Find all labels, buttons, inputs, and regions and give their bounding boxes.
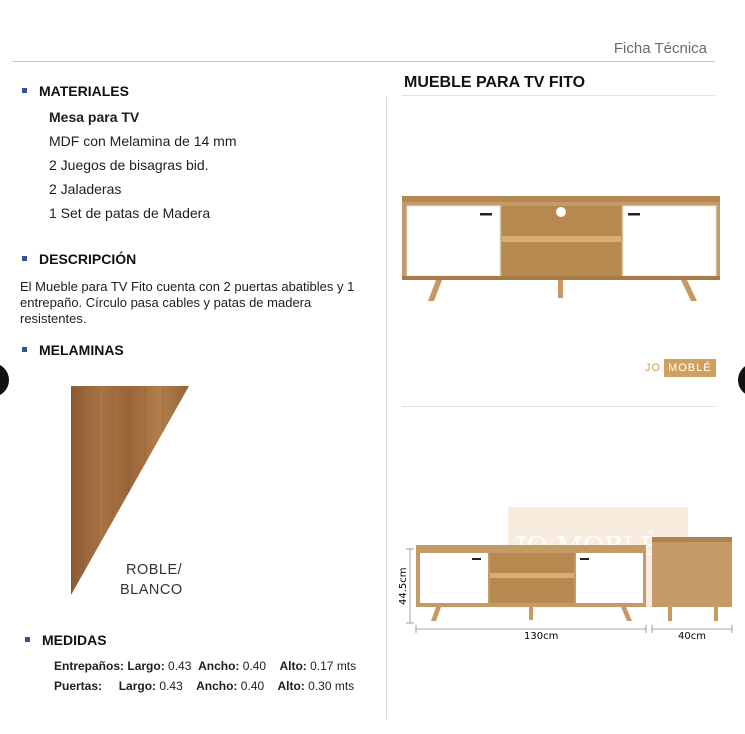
alto-key: Alto: [277, 679, 305, 693]
ancho-value: 0.40 [240, 679, 265, 693]
description-title: DESCRIPCIÓN [39, 251, 137, 267]
melamines-title: MELAMINAS [39, 342, 124, 358]
brand-jo: JO [645, 362, 662, 374]
swatch-label-line2: BLANCO [120, 582, 183, 598]
measures-row [54, 656, 356, 676]
measure-label: Entrepaños: [54, 659, 125, 673]
largo-value: 0.43 [159, 679, 183, 693]
melamines-heading [22, 342, 124, 358]
swatch-label-line1: ROBLE/ [126, 562, 183, 578]
materials-item: 2 Juegos de bisagras bid. [49, 157, 209, 173]
measures-title: MEDIDAS [42, 632, 107, 648]
largo-value: 0.43 [168, 659, 192, 673]
bullet-icon [25, 637, 30, 642]
measure-label: Puertas: [54, 679, 103, 693]
description-text: El Mueble para TV Fito cuenta con 2 puertas abatibles y 1 entrepaño. Círculo pasa cables y patas de madera resistentes. [20, 279, 355, 326]
bullet-icon [22, 88, 27, 93]
previous-page-button[interactable] [0, 363, 9, 397]
product-title: MUEBLE PARA TV FITO [404, 74, 586, 91]
materials-item: 1 Set de patas de Madera [49, 205, 211, 221]
alto-value: 0.30 mts [308, 679, 355, 693]
measures-table [54, 656, 356, 696]
materials-title: MATERIALES [39, 83, 129, 99]
alto-value: 0.17 mts [310, 659, 357, 673]
largo-key: Largo: [127, 659, 165, 673]
largo-key: Largo: [118, 679, 157, 693]
width-dimension-label: 130cm [524, 631, 559, 642]
tv-stand-front-image [400, 192, 722, 304]
materials-subtitle: Mesa para TV [49, 109, 140, 125]
title-divider [402, 95, 715, 96]
materials-item: 2 Jaladeras [49, 181, 122, 197]
tv-stand-dimensions-image [396, 505, 742, 645]
header-divider [12, 61, 715, 62]
column-divider [386, 97, 387, 719]
image-divider [402, 406, 715, 407]
description-heading [22, 251, 136, 267]
materials-heading [22, 83, 129, 99]
depth-dimension-label: 40cm [678, 631, 706, 642]
bullet-icon [22, 256, 27, 261]
brand-moble: MOBLÉ [664, 359, 716, 377]
materials-item: MDF con Melamina de 14 mm [49, 133, 237, 149]
bullet-icon [22, 347, 27, 352]
ancho-key: Ancho: [196, 679, 238, 693]
swatch-label [120, 560, 183, 600]
materials-list [49, 105, 237, 225]
height-dimension-label: 44.5cm [398, 567, 409, 605]
document-type-label: Ficha Técnica [613, 40, 707, 57]
measures-row [54, 676, 356, 696]
brand-logo [645, 362, 716, 374]
next-page-button[interactable] [738, 363, 745, 397]
ancho-value: 0.40 [242, 659, 267, 673]
measures-heading [25, 632, 107, 648]
alto-key: Alto: [279, 659, 307, 673]
ancho-key: Ancho: [198, 659, 240, 673]
